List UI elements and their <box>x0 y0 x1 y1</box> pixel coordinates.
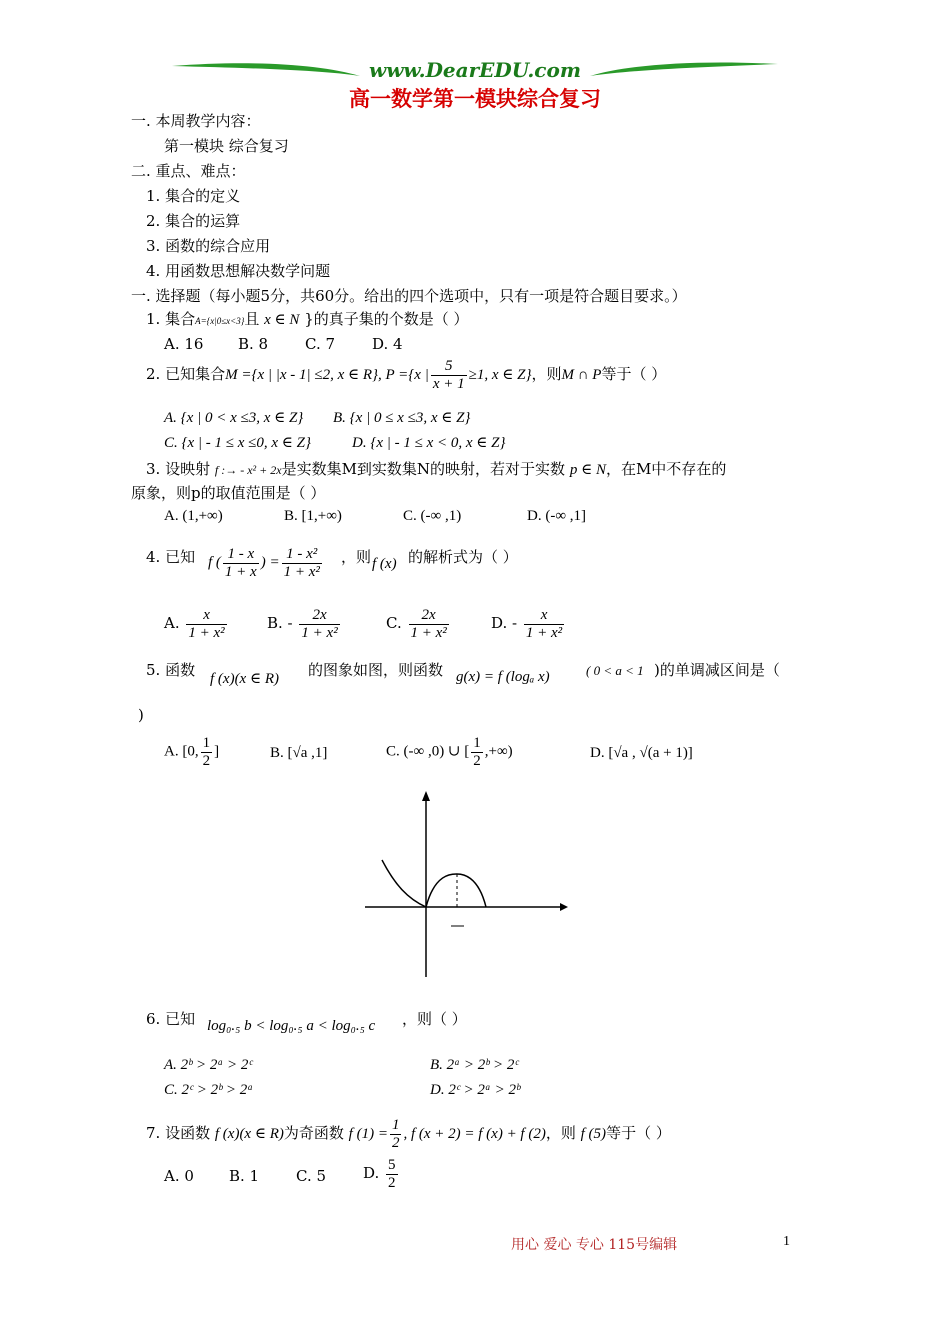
q7-f5: f (5) <box>580 1126 607 1142</box>
q4-option-c <box>386 607 451 641</box>
y-axis-arrow <box>422 791 430 801</box>
q5-opt-a-label: A. [0, <box>164 743 199 760</box>
q4-opt-a-den: 1 + x² <box>188 624 225 641</box>
q5-opt-c-frac <box>471 735 483 769</box>
q3-map-expr: f :→ - x² + 2x <box>214 463 282 477</box>
q6-option-d: D. 2ᶜ > 2ᵃ > 2ᵇ <box>430 1082 521 1098</box>
q3-suffix: ，在M中不存在的 <box>605 460 727 478</box>
q1-prefix: 1. 集合 <box>146 310 196 328</box>
q7-option-b: B. 1 <box>229 1167 260 1185</box>
q4-rhs-frac <box>282 546 322 580</box>
section2-item: 3. 函数的综合应用 <box>146 237 271 255</box>
question-1-stem <box>146 308 469 329</box>
q4-opt-a-frac <box>186 607 226 641</box>
q4-opt-c-label: C. <box>386 614 402 632</box>
q4-lhs-num: 1 - x <box>223 546 259 564</box>
q3-option-c: C. (-∞ ,1) <box>403 508 462 524</box>
x-axis-arrow <box>560 903 568 911</box>
function-graph <box>360 785 590 980</box>
q1-option-a: A. 16 <box>164 335 204 353</box>
q5-opt-c-label: C. (-∞ ,0) ∪ [ <box>386 743 470 760</box>
q5-opt-a-tail: ] <box>214 743 220 760</box>
q4-opt-c-num: 2x <box>409 607 449 625</box>
q6-option-a: A. 2ᵇ > 2ᵃ > 2ᶜ <box>164 1057 253 1073</box>
section2-item: 4. 用函数思想解决数学问题 <box>146 262 331 280</box>
q7-rel: , f (x + 2) = f (x) + f (2) <box>403 1126 546 1142</box>
q4-opt-b-frac <box>299 607 339 641</box>
section2-item: 1. 集合的定义 <box>146 187 241 205</box>
q3-option-b: B. [1,+∞) <box>284 508 342 524</box>
q4-rhs-num: 1 - x² <box>282 546 322 564</box>
question-7-stem <box>146 1117 671 1151</box>
q7-half-den: 2 <box>391 1134 400 1151</box>
q2-set-m: M ={x | |x - 1| ≤2, x ∈ R}, P ={x | <box>225 367 429 383</box>
q5-gx-expr: g(x) = f (logₐ x) <box>456 669 550 685</box>
q1-mid: 且 <box>244 310 260 328</box>
q7-option-d <box>363 1157 400 1191</box>
q2-prefix: 2. 已知集合 <box>146 365 226 383</box>
q7-fx-expr: f (x)(x ∈ R) <box>214 1126 284 1142</box>
q5-option-a <box>164 735 219 769</box>
q4-option-d <box>491 607 566 641</box>
q3-line2: 原象，则p的取值范围是（ ） <box>131 484 326 502</box>
section2-item: 2. 集合的运算 <box>146 212 241 230</box>
q7-end: 等于（ ） <box>606 1124 671 1142</box>
q5-opt-a-num: 1 <box>202 735 211 751</box>
page-title: 高一数学第一模块综合复习 <box>349 86 601 111</box>
q7-opt-d-den: 2 <box>388 1174 396 1191</box>
q2-option-b: B. {x | 0 ≤ x ≤3, x ∈ Z} <box>333 410 471 426</box>
q7-opt-d-label: D. <box>363 1164 380 1182</box>
question-3-stem <box>146 458 726 479</box>
q4-opt-a-num: x <box>186 607 226 625</box>
q4-opt-c-frac <box>409 607 449 641</box>
q1-option-b: B. 8 <box>238 335 269 353</box>
q4-option-a <box>164 607 229 641</box>
q5-cond: ( 0 < a < 1 <box>586 663 644 678</box>
q5-option-d: D. [√a , √(a + 1)] <box>590 745 693 761</box>
q7-prefix: 7. 设函数 <box>146 1124 211 1142</box>
curve-left <box>382 860 426 907</box>
q5-option-b: B. [√a ,1] <box>270 745 328 761</box>
q1-option-c: C. 7 <box>305 335 336 353</box>
q4-mid: ，则 <box>341 548 372 566</box>
q4-opt-b-den: 1 + x² <box>301 624 338 641</box>
q2-suffix: 等于（ ） <box>601 365 667 383</box>
q2-option-a: A. {x | 0 < x ≤3, x ∈ Z} <box>164 410 304 426</box>
q5-opt-c-den: 2 <box>473 752 481 769</box>
q7-opt-d-frac <box>386 1157 398 1191</box>
q5-suffix: )的单调减区间是（ <box>654 661 780 679</box>
q7-mid: 为奇函数 <box>283 1124 344 1142</box>
q3-option-a: A. (1,+∞) <box>164 508 223 524</box>
curve-arch <box>426 874 486 907</box>
q7-half-frac <box>390 1117 402 1151</box>
q5-opt-c-num: 1 <box>473 735 481 751</box>
q7-half-num: 1 <box>391 1117 400 1133</box>
q4-fx: f (x) <box>372 556 397 572</box>
q4-opt-a-label: A. <box>164 614 180 632</box>
q4-lhs-frac <box>223 546 259 580</box>
q7-option-a: A. 0 <box>164 1167 194 1185</box>
footer-text: 用心 爱心 专心 115号编辑 <box>511 1237 678 1253</box>
q4-opt-d-frac <box>524 607 564 641</box>
q5-opt-a-frac <box>201 735 213 769</box>
q7-opt-d-num: 5 <box>388 1157 396 1173</box>
q2-frac-den: x + 1 <box>432 375 465 392</box>
q5-opt-a-den: 2 <box>202 752 211 769</box>
section1-heading: 一. 本周教学内容： <box>131 112 261 130</box>
q1-suffix: }的真子集的个数是（ ） <box>304 310 469 328</box>
q5-line2: ) <box>138 706 144 724</box>
q3-mid: 是实数集M到实数集N的映射，若对于实数 <box>281 460 566 478</box>
q4-option-b <box>267 607 342 641</box>
q4-opt-c-den: 1 + x² <box>410 624 447 641</box>
q4-equation <box>208 546 324 580</box>
q1-math: x ∈ N <box>264 312 300 328</box>
q2-option-d: D. {x | - 1 ≤ x < 0, x ∈ Z} <box>352 435 506 451</box>
q4-lhs-f: f ( <box>208 554 221 571</box>
q4-suffix: 的解析式为（ ） <box>408 548 518 566</box>
q6-expr: log₀.₅ b < log₀.₅ a < log₀.₅ c <box>207 1018 376 1034</box>
question-2-stem <box>146 358 666 392</box>
q4-opt-d-label: D. - <box>491 614 518 632</box>
q6-option-b: B. 2ᵃ > 2ᵇ > 2ᶜ <box>430 1057 519 1073</box>
q6-prefix: 6. 已知 <box>146 1010 196 1028</box>
q1-option-d: D. 4 <box>372 335 403 353</box>
q5-fx-expr: f (x)(x ∈ R) <box>210 671 279 687</box>
q4-opt-d-den: 1 + x² <box>525 624 563 641</box>
q2-cap-expr: M ∩ P <box>561 367 602 383</box>
q3-p-expr: p ∈ N <box>569 462 606 478</box>
q2-frac-num: 5 <box>431 358 467 376</box>
q4-eq: ) = <box>260 554 280 571</box>
q3-prefix: 3. 设映射 <box>146 460 211 478</box>
q6-option-c: C. 2ᶜ > 2ᵇ > 2ᵃ <box>164 1082 254 1098</box>
page-number: 1 <box>783 1234 790 1249</box>
q1-set-expr: A={x|0≤x<3} <box>195 316 245 326</box>
q2-fraction <box>431 358 467 392</box>
q7-suffix: ，则 <box>545 1124 576 1142</box>
q4-prefix: 4. 已知 <box>146 548 196 566</box>
q2-mid: ，则 <box>531 365 562 383</box>
q2-set-p-tail: ≥1, x ∈ Z} <box>468 367 532 383</box>
q4-rhs-den: 1 + x² <box>283 563 320 580</box>
q4-opt-b-num: 2x <box>299 607 339 625</box>
site-logo: www.DearEDU.com <box>368 58 581 82</box>
q4-lhs-den: 1 + x <box>224 563 257 580</box>
q2-option-c: C. {x | - 1 ≤ x ≤0, x ∈ Z} <box>164 435 312 451</box>
q4-opt-b-label: B. - <box>267 614 293 632</box>
section2-heading: 二. 重点、难点： <box>131 162 246 180</box>
q7-option-c: C. 5 <box>296 1167 327 1185</box>
q5-prefix: 5. 函数 <box>146 661 196 679</box>
q7-f1: f (1) = <box>348 1126 388 1142</box>
section3-heading: 一. 选择题（每小题5分，共60分。给出的四个选项中，只有一项是符合题目要求。） <box>131 287 687 305</box>
q5-opt-c-tail: ,+∞) <box>484 743 513 760</box>
q3-option-d: D. (-∞ ,1] <box>527 508 587 524</box>
q6-suffix: ，则（ ） <box>402 1010 467 1028</box>
q4-opt-d-num: x <box>524 607 564 625</box>
q5-mid: 的图象如图，则函数 <box>308 661 444 679</box>
section1-content: 第一模块 综合复习 <box>164 137 289 155</box>
q5-option-c <box>386 735 513 769</box>
